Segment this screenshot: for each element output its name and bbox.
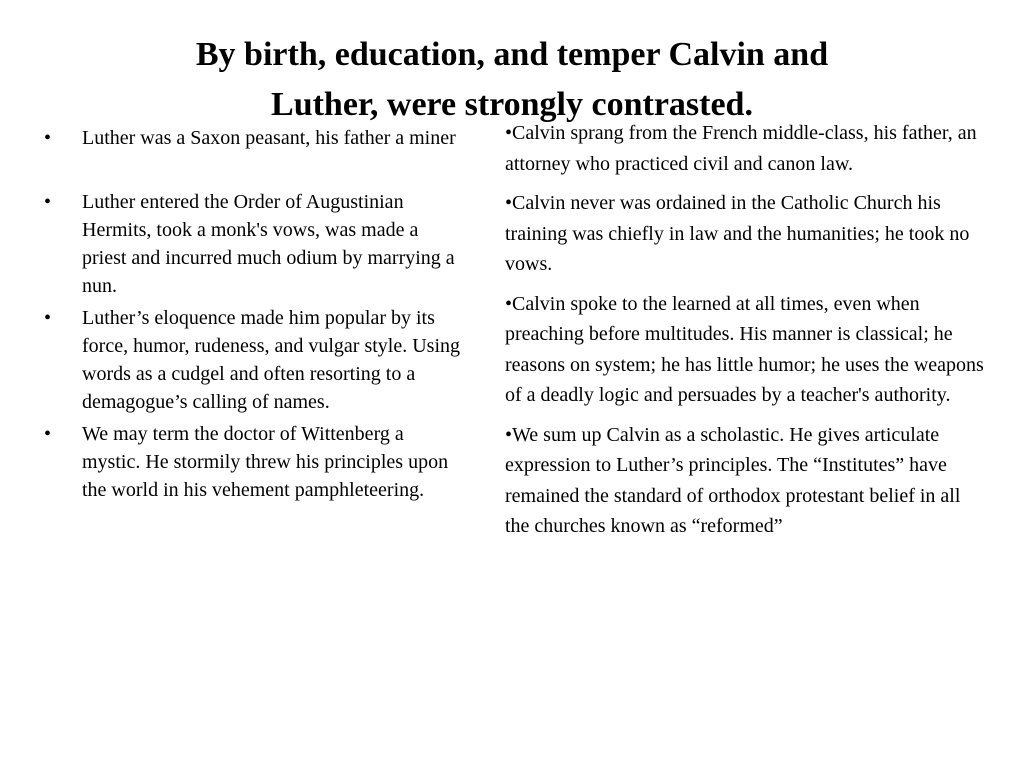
luther-bullet-list bbox=[44, 124, 464, 508]
luther-bullet-item: • We may term the doctor of Wittenberg a mystic. He stormily threw his principles upon the world in his vehement pamphleteering. bbox=[44, 420, 464, 504]
luther-bullet-item: • Luther’s eloquence made him popular by its force, humor, rudeness, and vulgar style. Using words as a cudgel and often resorting to a demagogue’s calling of names. bbox=[44, 304, 464, 416]
calvin-paragraph: •We sum up Calvin as a scholastic. He gives articulate expression to Luther’s principles. The “Institutes” have remained the standard of orthodox protestant belief in all the churches known as “reformed” bbox=[505, 423, 961, 537]
title-line-2: Luther, were strongly contrasted. bbox=[271, 86, 753, 123]
slide-title bbox=[60, 30, 964, 130]
luther-bullet-item: • Luther entered the Order of Augustinian Hermits, took a monk's vows, was made a priest and incurred much odium by marrying a nun. bbox=[44, 188, 464, 300]
calvin-paragraph: •Calvin spoke to the learned at all times, even when preaching before multitudes. His manner is classical; he reasons on system; he has little humor; he uses the weapons of a deadly logic and persuades by a teacher's authority. bbox=[505, 292, 984, 406]
title-line-1: By birth, education, and temper Calvin and bbox=[195, 36, 829, 73]
luther-bullet-item: • Luther was a Saxon peasant, his father a miner bbox=[44, 124, 464, 152]
calvin-paragraph: •Calvin never was ordained in the Catholic Church his training was chiefly in law and the humanities; he took no vows. bbox=[505, 192, 970, 275]
calvin-paragraph: •Calvin sprang from the French middle-class, his father, an attorney who practiced civil and canon law. bbox=[505, 122, 977, 175]
calvin-paragraphs bbox=[505, 118, 985, 551]
